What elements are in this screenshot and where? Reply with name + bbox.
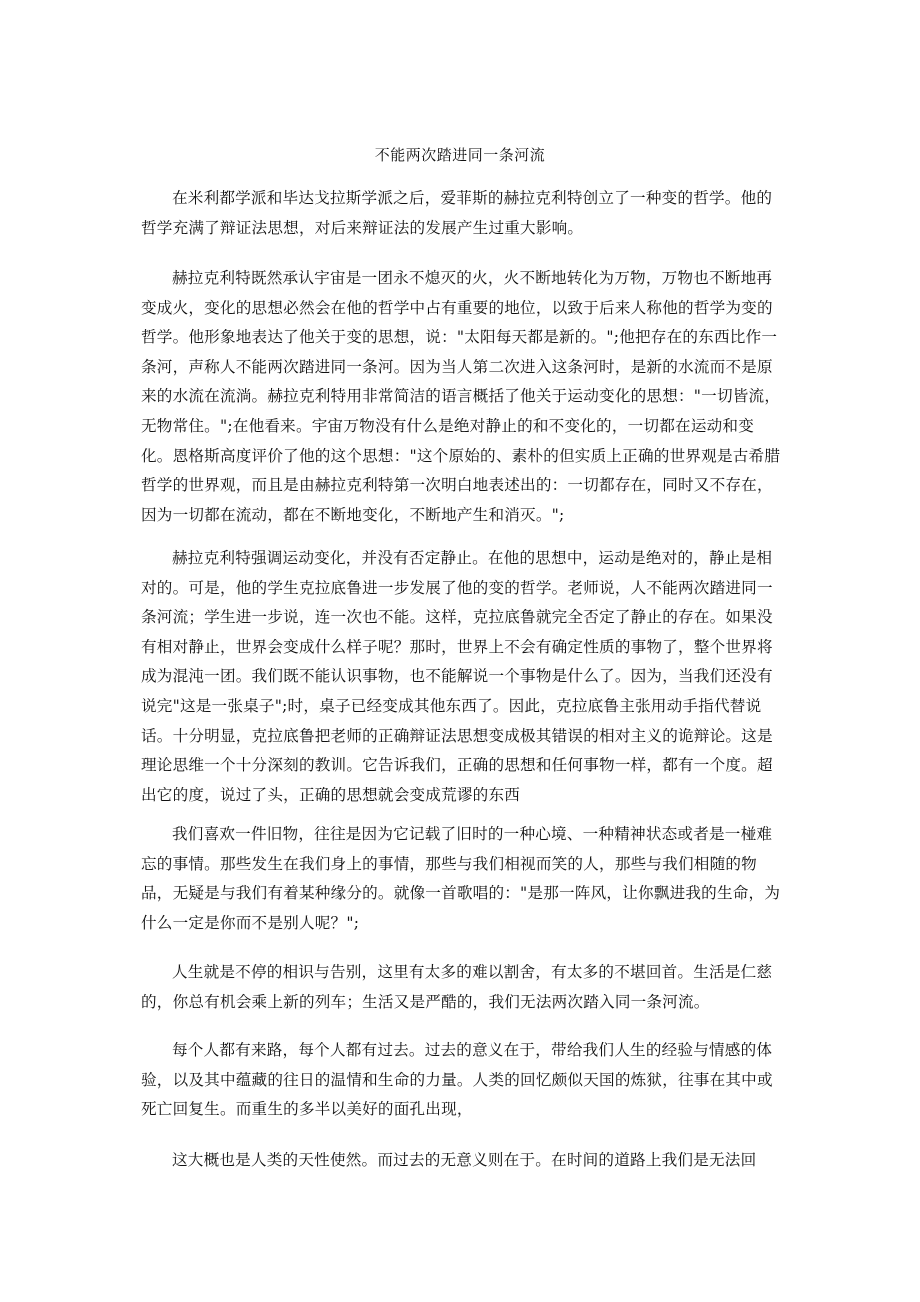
- document-title: 不能两次踏进同一条河流: [374, 146, 546, 164]
- paragraph-5: 人生就是不停的相识与告别，这里有太多的难以割舍，有太多的不堪回首。生活是仁慈的，你总有机会乘上新的列车；生活又是严酷的，我们无法两次踏入同一条河流。: [141, 963, 773, 1011]
- paragraph-1: 在米利都学派和毕达戈拉斯学派之后，爱菲斯的赫拉克利特创立了一种变的哲学。他的哲学充满了辩证法思想，对后来辩证法的发展产生过重大影响。: [141, 189, 773, 237]
- paragraph-2: 赫拉克利特既然承认宇宙是一团永不熄灭的火，火不断地转化为万物，万物也不断地再变成火，变化的思想必然会在他的哲学中占有重要的地位，以致于后来人称他的哲学为变的哲学。他形象地表达了他关于变的思想，说："太阳每天都是新的。";他把存在的东西比作一条河，声称人不能两次踏进同一条河。因为当人第二次进入这条河时，是新的水流而不是原来的水流在流淌。赫拉克利特用非常简洁的语言概括了他关于运动变化的思想："一切皆流，无物常住。";在他看来。宇宙万物没有什么是绝对静止的和不变化的，一切都在运动和变化。恩格斯高度评价了他的这个思想："这个原始的、素朴的但实质上正确的世界观是古希腊哲学的世界观，而且是由赫拉克利特第一次明白地表述出的：一切都存在，同时又不存在，因为一切都在流动，都在不断地变化，不断地产生和消灭。";: [141, 269, 781, 524]
- paragraph-7: 这大概也是人类的天性使然。而过去的无意义则在于。在时间的道路上我们是无法回: [172, 1151, 757, 1169]
- paragraph-6: 每个人都有来路，每个人都有过去。过去的意义在于，带给我们人生的经验与情感的体验，以及其中蕴藏的往日的温情和生命的力量。人类的回忆颇似天国的炼狱，往事在其中或死亡回复生。而重生的多半以美好的面孔出现，: [141, 1041, 773, 1119]
- paragraph-3: 赫拉克利特强调运动变化，并没有否定静止。在他的思想中，运动是绝对的，静止是相对的。可是，他的学生克拉底鲁进一步发展了他的变的哲学。老师说，人不能两次踏进同一条河流；学生进一步说，连一次也不能。这样，克拉底鲁就完全否定了静止的存在。如果没有相对静止，世界会变成什么样子呢？那时，世界上不会有确定性质的事物了，整个世界将成为混沌一团。我们既不能认识事物，也不能解说一个事物是什么了。因为，当我们还没有说完"这是一张桌子";时，桌子已经变成其他东西了。因此，克拉底鲁主张用动手指代替说话。十分明显，克拉底鲁把老师的正确辩证法思想变成极其错误的相对主义的诡辩论。这是理论思维一个十分深刻的教训。它告诉我们，正确的思想和任何事物一样，都有一个度。超出它的度，说过了头，正确的思想就会变成荒谬的东西: [141, 549, 773, 804]
- paragraph-4: 我们喜欢一件旧物，往往是因为它记载了旧时的一种心境、一种精神状态或者是一椪难忘的事情。那些发生在我们身上的事情，那些与我们相视而笑的人，那些与我们相随的物品，无疑是与我们有着某种缘分的。就像一首歌唱的："是那一阵风，让你飘进我的生命，为什么一定是你而不是别人呢？";: [141, 825, 781, 932]
